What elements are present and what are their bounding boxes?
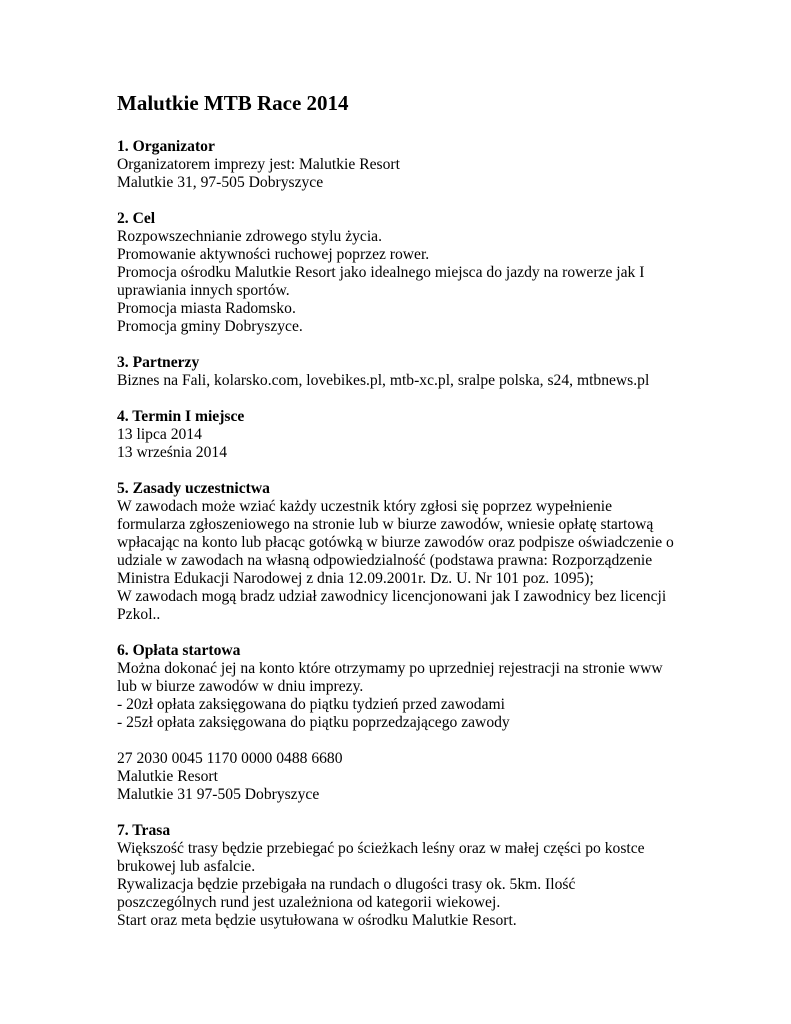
text-line: W zawodach może wziać każdy uczestnik który zgłosi się poprzez wypełnienie: [117, 498, 613, 515]
text-line: Promowanie aktywności ruchowej poprzez rower.: [117, 246, 430, 263]
text-line: Pzkol..: [117, 606, 161, 623]
text-line: Organizatorem imprezy jest: Malutkie Resort: [117, 156, 400, 173]
text-line: poszczególnych rund jest uzależniona od kategorii wiekowej.: [117, 894, 501, 911]
text-line: Rywalizacja będzie przebigała na rundach o dlugości trasy ok. 5km. Ilość: [117, 876, 576, 893]
text-line: Ministra Edukacji Narodowej z dnia 12.09.2001r. Dz. U. Nr 101 poz. 1095);: [117, 570, 594, 587]
text-line: Promocja gminy Dobryszyce.: [117, 318, 303, 335]
section: [117, 138, 677, 192]
section-heading: 3. Partnerzy: [117, 354, 200, 371]
section-heading: 6. Opłata startowa: [117, 642, 241, 659]
text-line: udziale w zawodach na własną odpowiedzialność (podstawa prawna: Rozporządzenie: [117, 552, 653, 569]
text-line: wpłacając na konto lub płacąc gotówką w biurze zawodów oraz podpisze oświadczenie o: [117, 534, 674, 551]
sections-container: [117, 138, 677, 930]
section-heading: 4. Termin I miejsce: [117, 408, 245, 425]
section: [117, 354, 677, 390]
text-line: lub w biurze zawodów w dniu imprezy.: [117, 678, 364, 695]
text-line: Malutkie 31 97-505 Dobryszyce: [117, 786, 320, 803]
section: [117, 480, 677, 624]
section-heading: 2. Cel: [117, 210, 156, 227]
text-line: - 25zł opłata zaksięgowana do piątku poprzedzającego zawody: [117, 714, 510, 731]
text-line: Malutkie 31, 97-505 Dobryszyce: [117, 174, 324, 191]
section-heading: 7. Trasa: [117, 822, 171, 839]
section: [117, 642, 677, 804]
page-title: Malutkie MTB Race 2014: [117, 91, 349, 115]
section: [117, 210, 677, 336]
text-line: Większość trasy będzie przebiegać po ścieżkach leśny oraz w małej części po kostce: [117, 840, 645, 857]
text-line: Rozpowszechnianie zdrowego stylu życia.: [117, 228, 383, 245]
section-heading: 1. Organizator: [117, 138, 215, 155]
text-line: Biznes na Fali, kolarsko.com, lovebikes.pl, mtb-xc.pl, sralpe polska, s24, mtbnews.pl: [117, 372, 650, 389]
text-line: Malutkie Resort: [117, 768, 218, 785]
text-line: Start oraz meta będzie usytułowana w ośrodku Malutkie Resort.: [117, 912, 517, 929]
text-line: 13 września 2014: [117, 444, 227, 461]
text-line: W zawodach mogą bradz udział zawodnicy licencjonowani jak I zawodnicy bez licencji: [117, 588, 667, 605]
document-page: [117, 90, 677, 948]
text-line: formularza zgłoszeniowego na stronie lub w biurze zawodów, wniesie opłatę startową: [117, 516, 654, 533]
text-line: Promocja ośrodku Malutkie Resort jako idealnego miejsca do jazdy na rowerze jak I: [117, 264, 645, 281]
text-line: - 20zł opłata zaksięgowana do piątku tydzień przed zawodami: [117, 696, 505, 713]
section: [117, 408, 677, 462]
section-heading: 5. Zasady uczestnictwa: [117, 480, 270, 497]
text-line: Promocja miasta Radomsko.: [117, 300, 296, 317]
paragraph-gap: [117, 732, 677, 750]
text-line: Można dokonać jej na konto które otrzymamy po uprzedniej rejestracji na stronie www: [117, 660, 663, 677]
section: [117, 822, 677, 930]
text-line: 13 lipca 2014: [117, 426, 202, 443]
text-line: brukowej lub asfalcie.: [117, 858, 256, 875]
text-line: uprawiania innych sportów.: [117, 282, 290, 299]
text-line: 27 2030 0045 1170 0000 0488 6680: [117, 750, 343, 767]
